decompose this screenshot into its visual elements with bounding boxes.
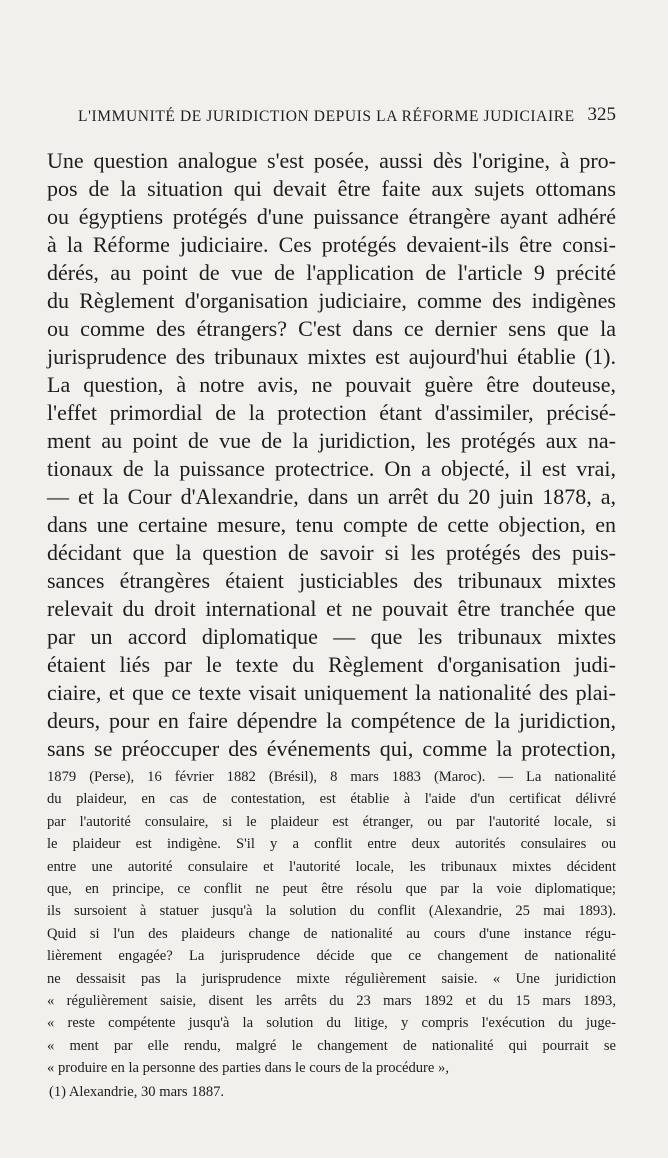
text-line: à la Réforme judiciaire. Ces protégés devaient-ils être consi- [47,232,616,257]
text-line: dérés, au point de vue de l'application de l'article 9 précité [47,260,616,285]
text-line: sances étrangères étaient justiciables des tribunaux mixtes [47,568,616,593]
footnote-line: entre une autorité consulaire et l'autorité locale, les tribunaux mixtes décident [47,858,616,875]
footnote-line: que, en principe, ce conflit ne peut être résolu que par la voie diplomatique; [47,880,616,897]
text-line: — et la Cour d'Alexandrie, dans un arrêt du 20 juin 1878, a, [47,484,616,509]
footnote-line: le plaideur est indigène. S'il y a conflit entre deux autorités consulaires ou [47,836,616,853]
text-line: dans une certaine mesure, tenu compte de cette objection, en [47,512,616,537]
text-line: par un accord diplomatique — que les tribunaux mixtes [47,624,616,649]
footnote-line: du plaideur, en cas de contestation, est établie à l'aide d'un certificat délivré [47,791,616,808]
page-number: 325 [587,104,616,125]
footnote-line: « reste compétente jusqu'à la solution du litige, y compris l'exécution du juge- [47,1015,616,1032]
text-line: ciaire, et que ce texte visait uniquement la nationalité des plai- [47,680,616,705]
footnote-line: ne dessaisit pas la jurisprudence mixte régulièrement saisie. « Une juridiction [47,970,616,987]
text-line: La question, à notre avis, ne pouvait guère être douteuse, [47,372,616,397]
footnote-line: lièrement engagée? La jurisprudence décide que ce changement de nationalité [47,948,616,965]
text-line: pos de la situation qui devait être faite aux sujets ottomans [47,176,616,201]
footnote-line: par l'autorité consulaire, si le plaideur est étranger, ou par l'autorité locale, si [47,813,616,830]
text-line: décidant que la question de savoir si les protégés des puis- [47,540,616,565]
text-line: deurs, pour en faire dépendre la compétence de la juridiction, [47,708,616,733]
footnote-line: ils sursoient à statuer jusqu'à la solution du conflit (Alexandrie, 25 mai 1893). [47,903,616,920]
running-title: L'IMMUNITÉ DE JURIDICTION DEPUIS LA RÉFORME JUDICIAIRE [78,108,575,125]
footnotes [47,766,616,1104]
footnote-1: (1) Alexandrie, 30 mars 1887. [49,1084,225,1101]
main-text [47,147,616,763]
text-line: ou égyptiens protégés d'une puissance étrangère ayant adhéré [47,204,616,229]
footnote-line: 1879 (Perse), 16 février 1882 (Brésil), 8 mars 1883 (Maroc). — La nationalité [47,769,616,785]
text-line: ou comme des étrangers? C'est dans ce dernier sens que la [47,316,616,341]
text-line: Une question analogue s'est posée, aussi dès l'origine, à pro- [47,148,616,173]
text-line: tionaux de la puissance protectrice. On a objecté, il est vrai, [47,456,616,481]
text-line: ment au point de vue de la juridiction, les protégés aux na- [47,428,616,453]
text-line: jurisprudence des tribunaux mixtes est aujourd'hui établie (1). [47,344,616,369]
text-line: relevait du droit international et ne pouvait être tranchée que [47,596,616,621]
running-header [78,104,616,128]
text-line: l'effet primordial de la protection étant d'assimiler, précisé- [47,400,616,425]
text-line: du Règlement d'organisation judiciaire, comme des indigènes [47,288,616,313]
text-line: sans se préoccuper des événements qui, comme la protection, [47,736,616,761]
footnote-line: « régulièrement saisie, disent les arrêts du 23 mars 1892 et du 15 mars 1893, [47,992,616,1009]
footnote-line: « ment par elle rendu, malgré le changement de nationalité qui pourrait se [47,1037,616,1054]
text-line: étaient liés par le texte du Règlement d'organisation judi- [47,652,616,677]
footnote-line: « produire en la personne des parties dans le cours de la procédure », [47,1060,449,1077]
footnote-line: Quid si l'un des plaideurs change de nationalité au cours d'une instance régu- [47,925,616,942]
